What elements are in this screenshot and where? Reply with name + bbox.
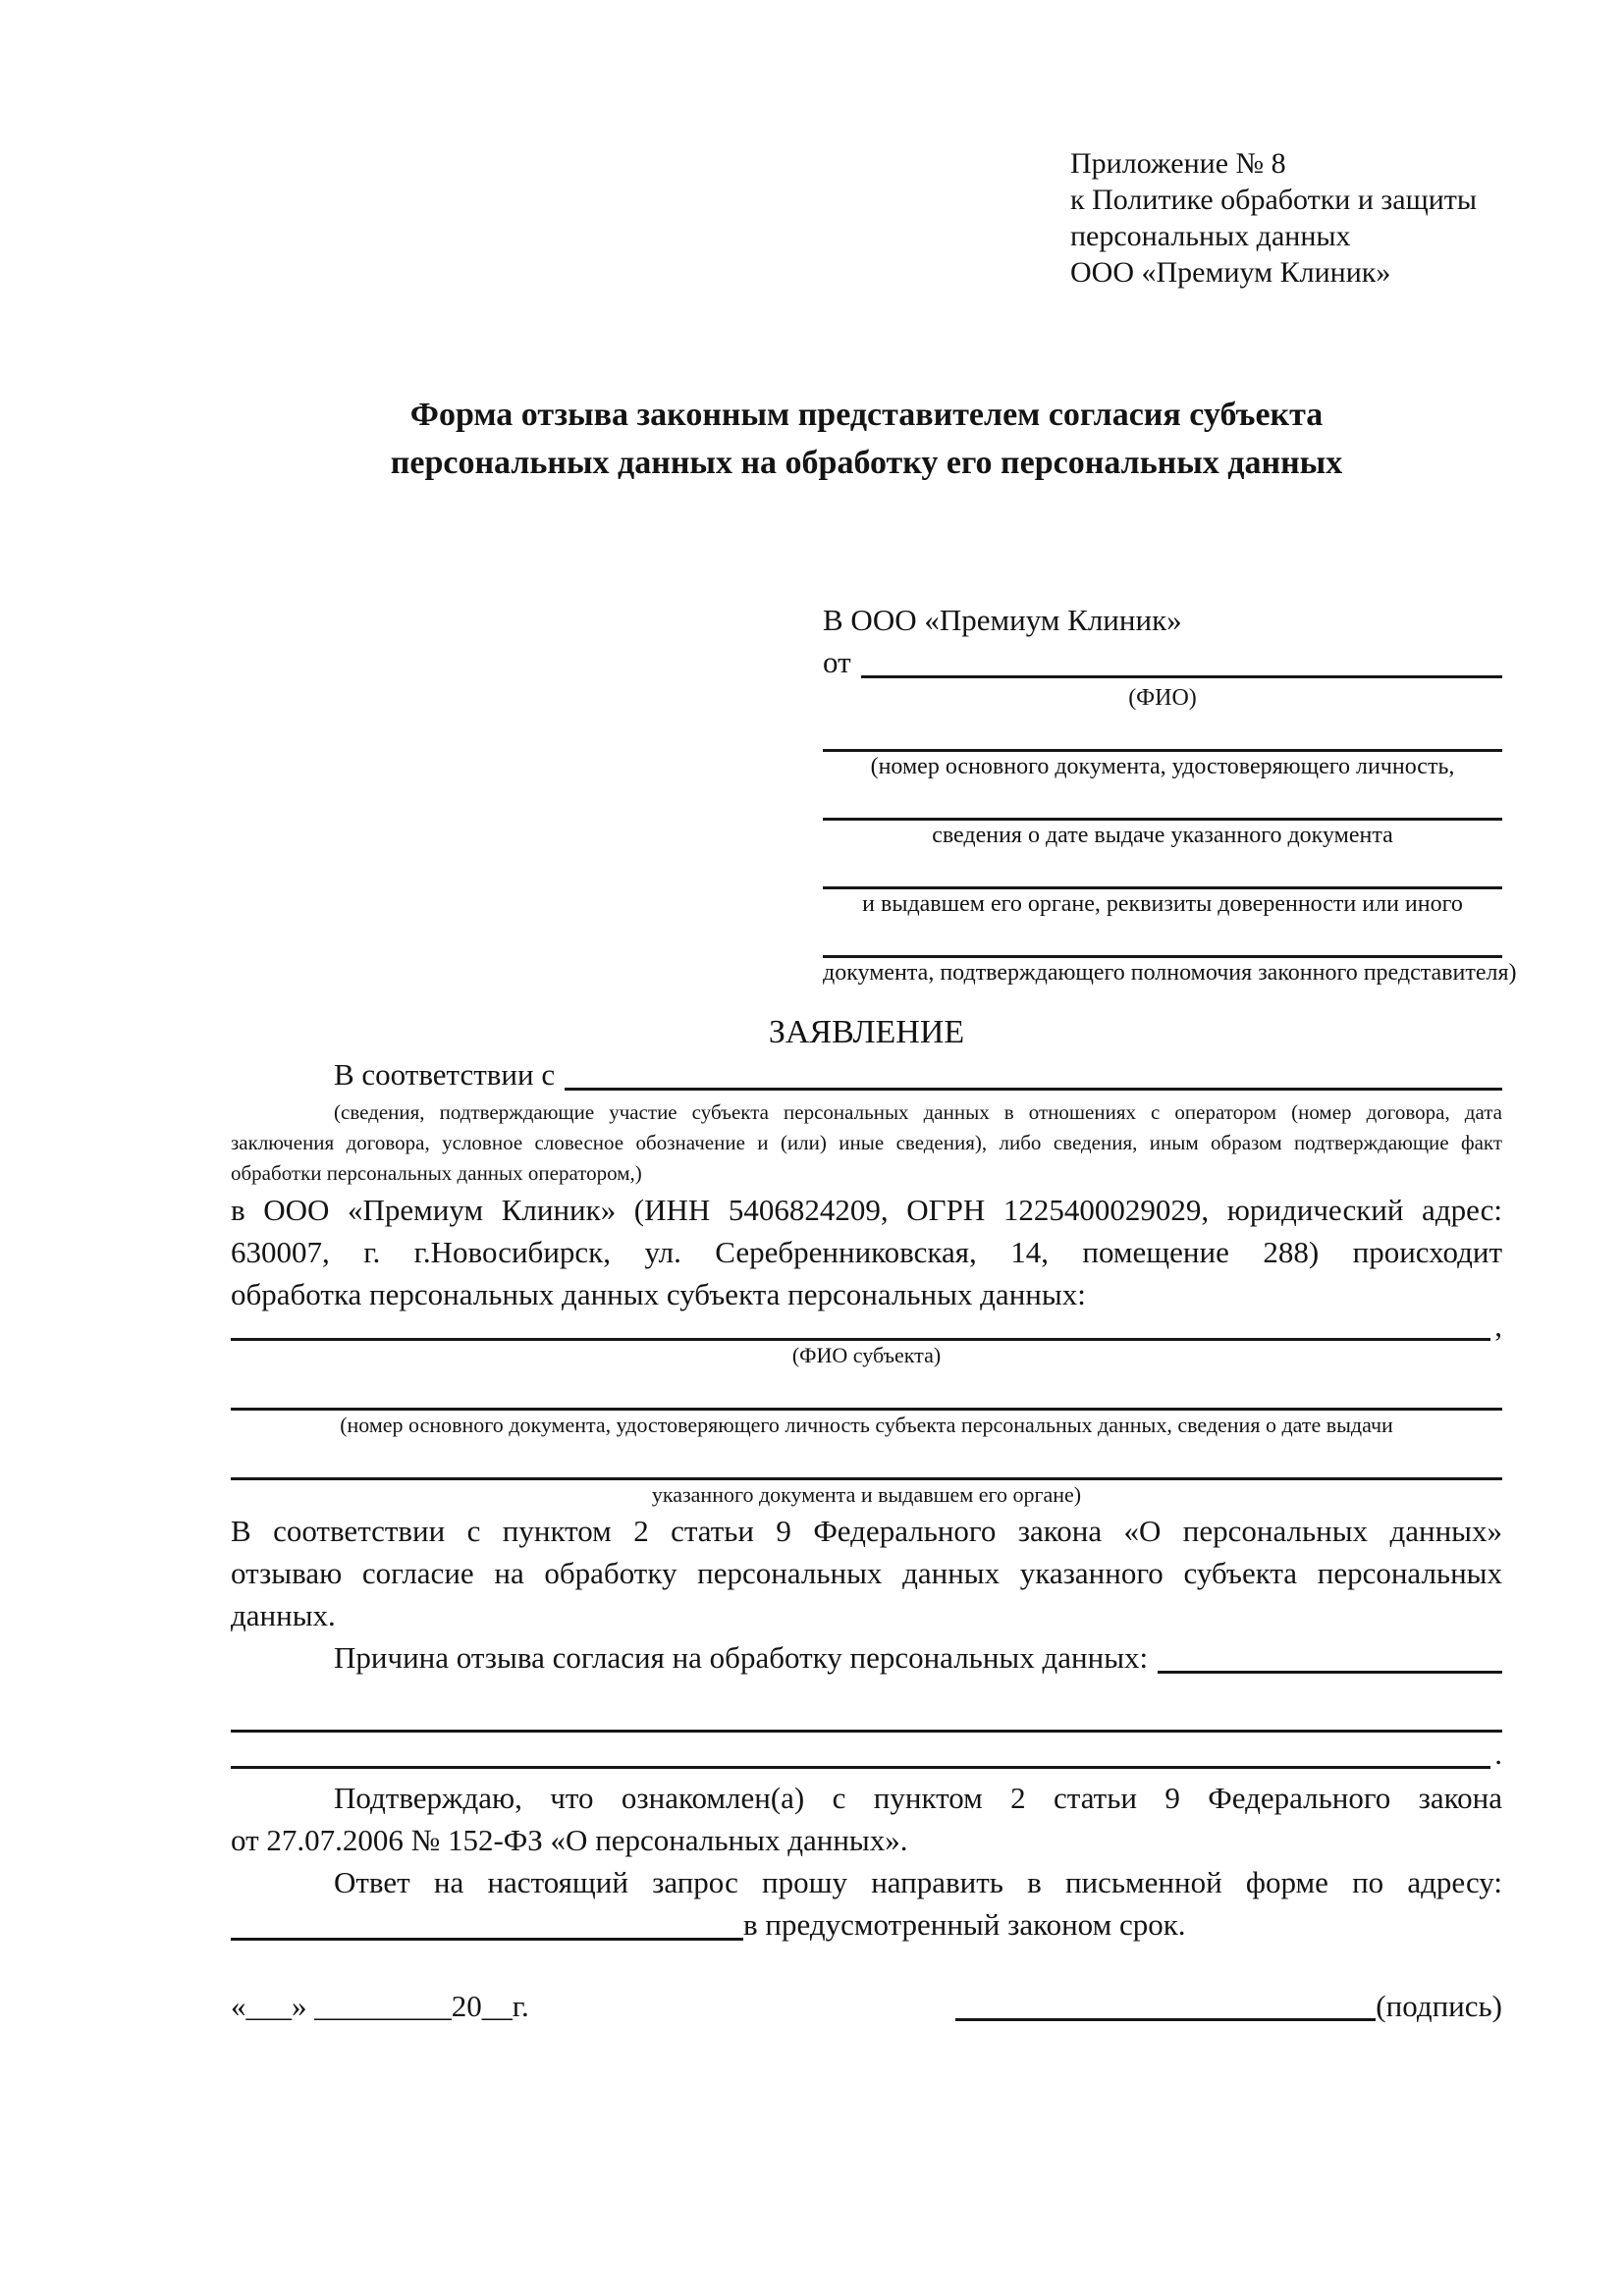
withdrawal-paragraph	[231, 1510, 1502, 1636]
addressee-to: В ООО «Премиум Клиник»	[823, 603, 1182, 637]
blank-write-line	[231, 1766, 1490, 1769]
signature-right	[955, 1987, 1502, 2026]
reason-row	[231, 1636, 1502, 1679]
title-line: Форма отзыва законным представителем согласия субъекта	[409, 397, 1324, 433]
paragraph-line: в ООО «Премиум Клиник» (ИНН 5406824209, ОГРН 1225400029029, юридический адрес:	[231, 1193, 1502, 1227]
paragraph-line: обработка персональных данных субъекта персональных данных:	[231, 1277, 1086, 1311]
accordance-note	[231, 1097, 1502, 1189]
from-write-line	[861, 675, 1502, 678]
signature-caption: (подпись)	[1376, 1989, 1502, 2023]
appendix-line: ООО «Премиум Клиник»	[1070, 256, 1391, 289]
paragraph-line: В соответствии с пунктом 2 статьи 9 Федерального закона «О персональных данных»	[231, 1514, 1502, 1548]
paragraph-line: 630007, г. г.Новосибирск, ул. Серебренниковская, 14, помещение 288) происходит	[231, 1235, 1502, 1269]
addressee-line-group	[823, 851, 1502, 920]
paragraph-line: данных.	[231, 1598, 336, 1632]
subject-doc-caption: (номер основного документа, удостоверяющего личность субъекта персональных данных, сведения о дате выдачи	[340, 1413, 1393, 1437]
signature-row	[231, 1987, 1502, 2026]
reply-tail: в предусмотренный законом срок.	[743, 1907, 1186, 1942]
operator-paragraph	[231, 1189, 1502, 1315]
accordance-row	[231, 1053, 1502, 1095]
accordance-write-line	[565, 1088, 1502, 1091]
from-row	[823, 641, 1502, 683]
write-line	[823, 782, 1502, 821]
appendix-line: к Политике обработки и защиты	[1070, 184, 1478, 216]
paragraph-line: от 27.07.2006 № 152-ФЗ «О персональных данных».	[231, 1823, 908, 1857]
confirm-paragraph	[231, 1777, 1502, 1861]
title-line: персональных данных на обработку его персональных данных	[390, 445, 1343, 481]
appendix-line: Приложение № 8	[1070, 147, 1286, 180]
addressee-line-group	[823, 920, 1517, 988]
note-line: обработки персональных данных оператором,)	[231, 1161, 642, 1185]
paragraph-line: Подтверждаю, что ознакомлен(а) с пунктом 2 статьи 9 Федерального закона	[334, 1781, 1502, 1815]
addressee-line-group	[823, 782, 1502, 851]
appendix-line: персональных данных	[1070, 220, 1351, 252]
subject-fio-caption: (ФИО субъекта)	[791, 1343, 942, 1367]
document-title	[231, 391, 1502, 487]
appendix-block	[1070, 145, 1502, 291]
write-line	[823, 851, 1502, 889]
accordance-label: В соответствии с	[334, 1057, 556, 1092]
blank-write-line	[231, 1698, 1502, 1733]
addressee-line-group	[823, 714, 1502, 782]
reason-write-line	[1158, 1671, 1502, 1674]
note-line: (сведения, подтверждающие участие субъекта персональных данных в отношениях с оператором (номер договора, дата	[334, 1100, 1502, 1124]
note-line: заключения договора, условное словесное обозначение и (или) иные сведения), либо сведения, иным образом подтверждающие факт	[231, 1131, 1502, 1154]
fio-caption: (ФИО)	[1128, 685, 1197, 711]
subject-doc-row	[231, 1440, 1502, 1480]
line-caption: и выдавшем его органе, реквизиты доверенности или иного	[862, 891, 1463, 917]
write-line	[823, 920, 1502, 958]
from-label: от	[823, 645, 851, 679]
write-line	[823, 714, 1502, 752]
subject-doc-caption: указанного документа и выдавшем его органе)	[651, 1482, 1082, 1507]
line-caption: сведения о дате выдаче указанного документа	[932, 823, 1393, 848]
reply-paragraph-line1: Ответ на настоящий запрос прошу направить в письменной форме по адресу:	[334, 1865, 1502, 1899]
subject-doc-row	[231, 1370, 1502, 1411]
trailing-period: .	[1494, 1736, 1502, 1771]
addressee-block	[823, 599, 1517, 988]
paragraph-line: отзываю согласие на обработку персональных данных указанного субъекта персональных	[231, 1556, 1502, 1590]
address-write-line	[231, 1938, 743, 1941]
date-blank-text: «___» _________20__г.	[231, 1989, 529, 2023]
signature-write-line	[955, 2018, 1376, 2021]
trailing-comma: ,	[1494, 1308, 1502, 1343]
blank-write-line-row	[231, 1733, 1502, 1769]
reason-label: Причина отзыва согласия на обработку персональных данных:	[334, 1640, 1149, 1675]
reply-paragraph-line2	[231, 1903, 1502, 1946]
line-caption: (номер основного документа, удостоверяющего личность,	[870, 754, 1455, 779]
statement-heading: ЗАЯВЛЕНИЕ	[768, 1014, 965, 1050]
subject-fio-row	[231, 1308, 1502, 1343]
line-caption: документа, подтверждающего полномочия законного представителя)	[823, 960, 1517, 986]
